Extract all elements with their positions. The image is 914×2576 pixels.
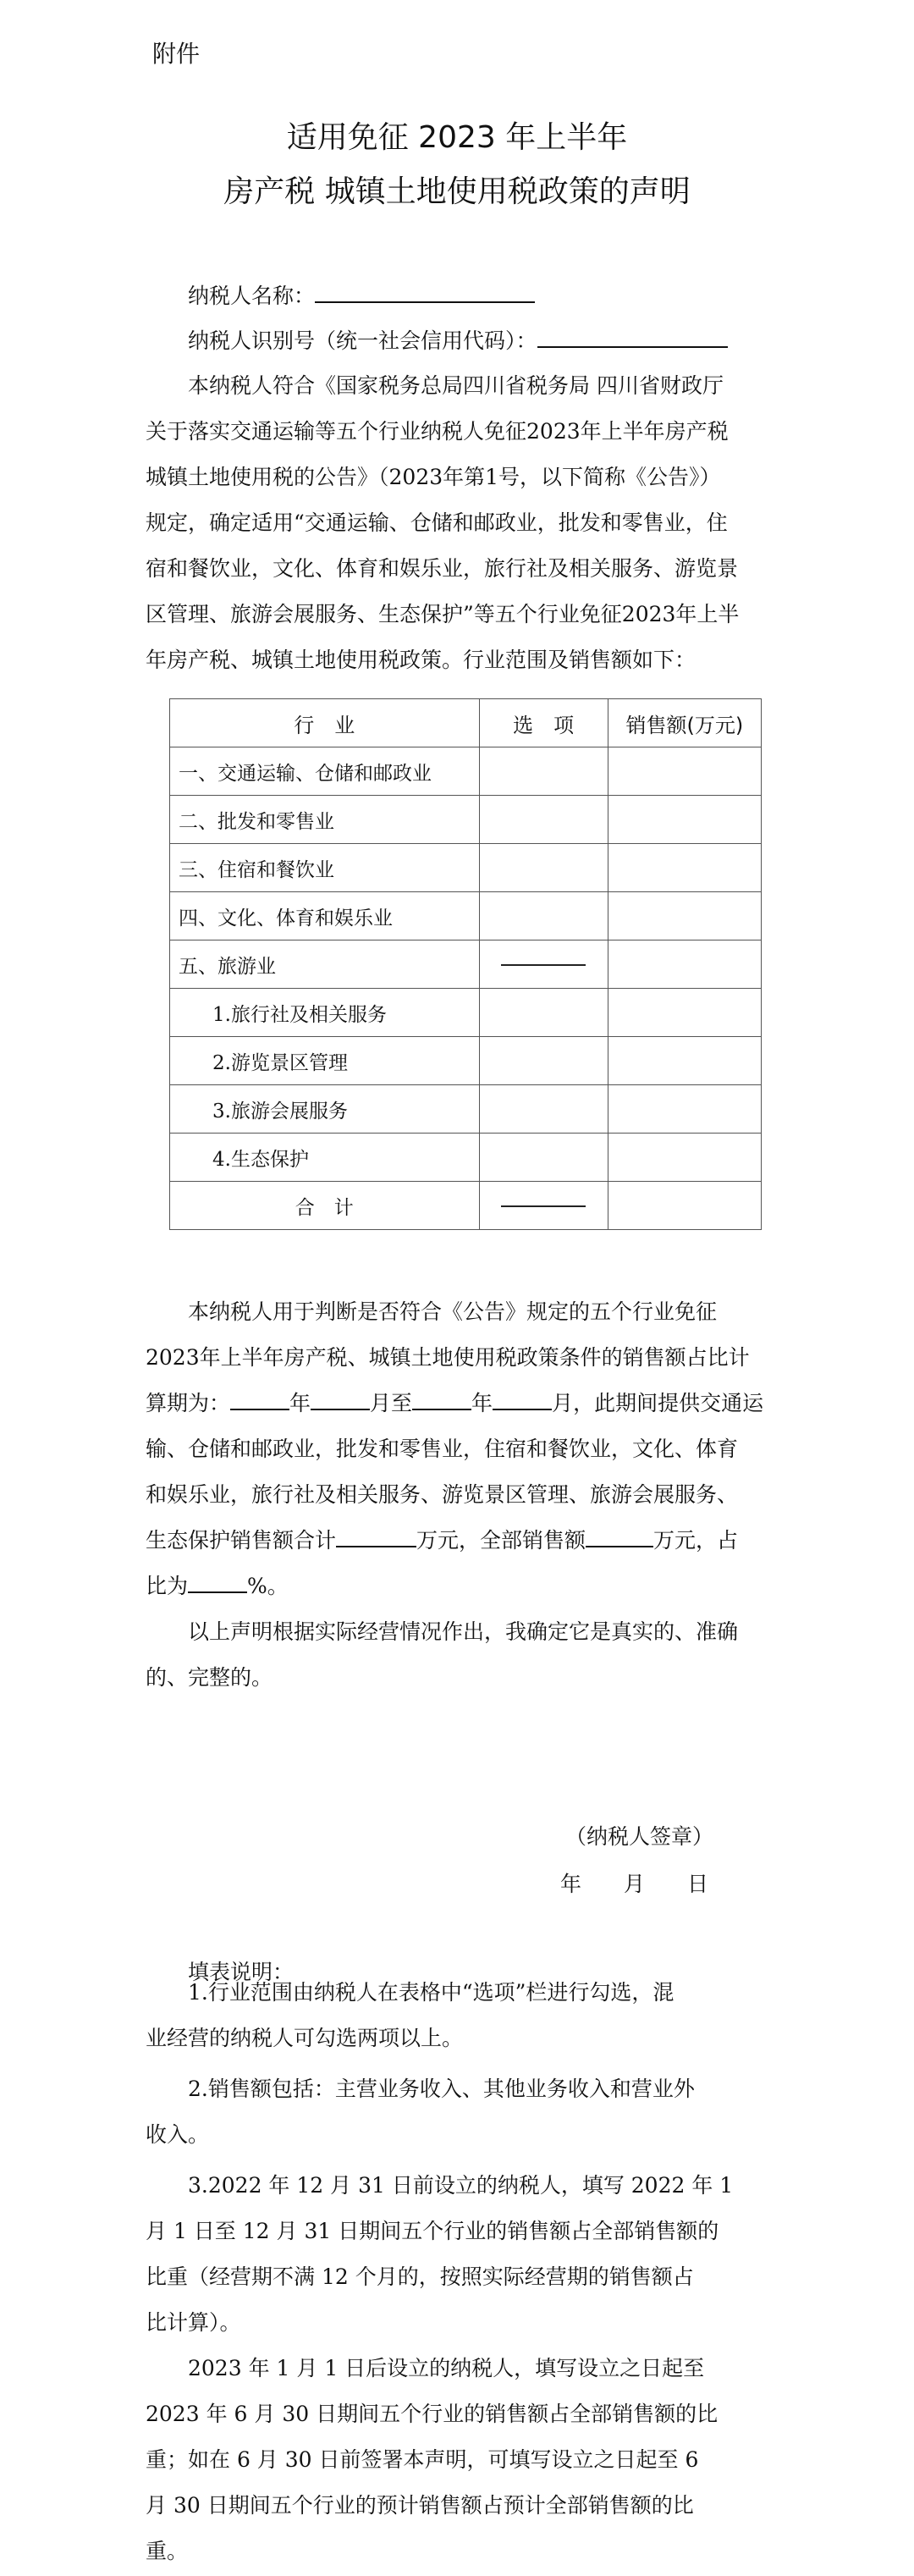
taxpayer-name-row bbox=[188, 279, 772, 310]
note-line: 收入。 bbox=[146, 2122, 210, 2147]
title-line-1: 适用免征 2023 年上半年 bbox=[286, 120, 628, 155]
start-year-field[interactable] bbox=[230, 1409, 289, 1410]
five-industry-sales-label: 生态保护销售额合计 bbox=[146, 1528, 337, 1553]
note-line: 比重（经营期不满 12 个月的，按照实际经营期的销售额占 bbox=[146, 2264, 694, 2289]
table-row bbox=[170, 844, 762, 892]
intro-line: 年房产税、城镇土地使用税政策。行业范围及销售额如下： bbox=[146, 648, 697, 672]
taxpayer-name-label: 纳税人名称： bbox=[188, 284, 316, 308]
taxpayer-id-row bbox=[188, 324, 772, 355]
option-cell[interactable] bbox=[479, 747, 608, 796]
industry-cell: 四、文化、体育和娱乐业 bbox=[170, 892, 480, 940]
table-row bbox=[170, 1182, 762, 1230]
attachment-label: 附件 bbox=[152, 40, 201, 68]
note-line: 重；如在 6 月 30 日前签署本声明，可填写设立之日起至 6 bbox=[146, 2447, 699, 2472]
option-cell[interactable] bbox=[479, 892, 608, 940]
table-row bbox=[170, 1037, 762, 1085]
end-month-field[interactable] bbox=[493, 1409, 552, 1410]
header-industry: 行 业 bbox=[170, 699, 480, 747]
table-header-row bbox=[170, 699, 762, 747]
note-line: 2.销售额包括：主营业务收入、其他业务收入和营业外 bbox=[188, 2077, 695, 2101]
taxpayer-name-field[interactable] bbox=[315, 301, 535, 303]
five-industry-sales-field[interactable] bbox=[336, 1546, 416, 1547]
year-label: 年 bbox=[289, 1391, 311, 1415]
note-line: 月 30 日期间五个行业的预计销售额占预计全部销售额的比 bbox=[146, 2493, 694, 2518]
option-cell[interactable] bbox=[479, 796, 608, 844]
table-row bbox=[170, 1085, 762, 1134]
note-line: 2023 年 6 月 30 日期间五个行业的销售额占全部销售额的比 bbox=[146, 2402, 719, 2426]
signature-date: 年 月 日 bbox=[560, 1872, 709, 1896]
sales-cell[interactable] bbox=[608, 796, 761, 844]
para3-line: 的、完整的。 bbox=[146, 1665, 273, 1690]
calc-period-label: 算期为： bbox=[146, 1391, 231, 1415]
option-cell bbox=[479, 1182, 608, 1230]
title-line-2: 房产税 城镇土地使用税政策的声明 bbox=[223, 174, 691, 209]
taxpayer-id-field[interactable] bbox=[537, 346, 728, 348]
dash-line bbox=[501, 1205, 586, 1207]
note-line: 3.2022 年 12 月 31 日前设立的纳税人，填写 2022 年 1 bbox=[188, 2173, 734, 2198]
month-end-label: 月，此期间提供交通运 bbox=[552, 1391, 764, 1415]
note-line: 2023 年 1 月 1 日后设立的纳税人，填写设立之日起至 bbox=[188, 2356, 705, 2380]
intro-line: 区管理、旅游会展服务、生态保护”等五个行业免征2023年上半 bbox=[146, 602, 740, 626]
header-sales: 销售额(万元) bbox=[608, 699, 761, 747]
table-row bbox=[170, 989, 762, 1037]
total-sales-label: 万元，全部销售额 bbox=[416, 1528, 586, 1553]
option-cell[interactable] bbox=[479, 1134, 608, 1182]
sales-cell[interactable] bbox=[608, 989, 761, 1037]
intro-line: 宿和餐饮业，文化、体育和娱乐业，旅行社及相关服务、游览景 bbox=[146, 556, 739, 581]
para2-line: 输、仓储和邮政业，批发和零售业，住宿和餐饮业，文化、体育 bbox=[146, 1437, 739, 1461]
sales-cell[interactable] bbox=[608, 1037, 761, 1085]
intro-line: 城镇土地使用税的公告》（2023年第1号，以下简称《公告》） bbox=[146, 465, 721, 489]
para2-line bbox=[146, 1524, 772, 1554]
para2-line: 本纳税人用于判断是否符合《公告》规定的五个行业免征 bbox=[188, 1299, 718, 1324]
taxpayer-id-label: 纳税人识别号（统一社会信用代码）： bbox=[188, 328, 537, 353]
taxpayer-seal: （纳税人签章） bbox=[565, 1824, 714, 1849]
sales-cell[interactable] bbox=[608, 844, 761, 892]
ratio-field[interactable] bbox=[188, 1591, 247, 1593]
industry-cell: 二、批发和零售业 bbox=[170, 796, 480, 844]
industry-cell: 合 计 bbox=[170, 1182, 480, 1230]
ratio-prefix-label: 万元，占 bbox=[653, 1528, 739, 1553]
industry-cell: 2.游览景区管理 bbox=[170, 1037, 480, 1085]
option-cell[interactable] bbox=[479, 989, 608, 1037]
table-row bbox=[170, 940, 762, 989]
sales-cell[interactable] bbox=[608, 1134, 761, 1182]
intro-line: 关于落实交通运输等五个行业纳税人免征2023年上半年房产税 bbox=[146, 419, 729, 444]
option-cell[interactable] bbox=[479, 844, 608, 892]
industry-cell: 一、交通运输、仓储和邮政业 bbox=[170, 747, 480, 796]
option-cell[interactable] bbox=[479, 1085, 608, 1134]
intro-line: 本纳税人符合《国家税务总局四川省税务局 四川省财政厅 bbox=[188, 373, 724, 398]
sales-cell[interactable] bbox=[608, 1182, 761, 1230]
note-line: 1.行业范围由纳税人在表格中“选项”栏进行勾选，混 bbox=[188, 1980, 674, 2005]
end-year-field[interactable] bbox=[412, 1409, 471, 1410]
para2-line bbox=[146, 1387, 772, 1417]
industry-cell: 3.旅游会展服务 bbox=[170, 1085, 480, 1134]
para2-line bbox=[146, 1569, 772, 1600]
sales-cell[interactable] bbox=[608, 747, 761, 796]
industry-cell: 五、旅游业 bbox=[170, 940, 480, 989]
table-row bbox=[170, 747, 762, 796]
option-cell bbox=[479, 940, 608, 989]
sales-cell[interactable] bbox=[608, 1085, 761, 1134]
note-line: 比计算）。 bbox=[146, 2310, 241, 2335]
sales-cell[interactable] bbox=[608, 892, 761, 940]
intro-line: 规定，确定适用“交通运输、仓储和邮政业，批发和零售业，住 bbox=[146, 510, 728, 535]
header-option: 选 项 bbox=[479, 699, 608, 747]
dash-line bbox=[501, 964, 586, 966]
note-line: 业经营的纳税人可勾选两项以上。 bbox=[146, 2026, 464, 2050]
notes-heading: 填表说明： bbox=[188, 1960, 295, 1984]
ratio-label: 比为 bbox=[146, 1574, 189, 1598]
start-month-field[interactable] bbox=[311, 1409, 370, 1410]
note-line: 重。 bbox=[146, 2539, 189, 2563]
total-sales-field[interactable] bbox=[586, 1546, 653, 1547]
industry-table bbox=[169, 698, 762, 1230]
table-row bbox=[170, 892, 762, 940]
percent-label: %。 bbox=[247, 1574, 289, 1598]
industry-cell: 4.生态保护 bbox=[170, 1134, 480, 1182]
table-row bbox=[170, 1134, 762, 1182]
para2-line: 和娱乐业，旅行社及相关服务、游览景区管理、旅游会展服务、 bbox=[146, 1482, 739, 1507]
para2-line: 2023年上半年房产税、城镇土地使用税政策条件的销售额占比计 bbox=[146, 1345, 750, 1370]
industry-cell: 三、住宿和餐饮业 bbox=[170, 844, 480, 892]
industry-cell: 1.旅行社及相关服务 bbox=[170, 989, 480, 1037]
sales-cell[interactable] bbox=[608, 940, 761, 989]
table-row bbox=[170, 796, 762, 844]
year-label: 年 bbox=[471, 1391, 493, 1415]
para3-line: 以上声明根据实际经营情况作出，我确定它是真实的、准确 bbox=[188, 1619, 739, 1644]
option-cell[interactable] bbox=[479, 1037, 608, 1085]
month-to-label: 月至 bbox=[370, 1391, 413, 1415]
note-line: 月 1 日至 12 月 31 日期间五个行业的销售额占全部销售额的 bbox=[146, 2219, 719, 2243]
